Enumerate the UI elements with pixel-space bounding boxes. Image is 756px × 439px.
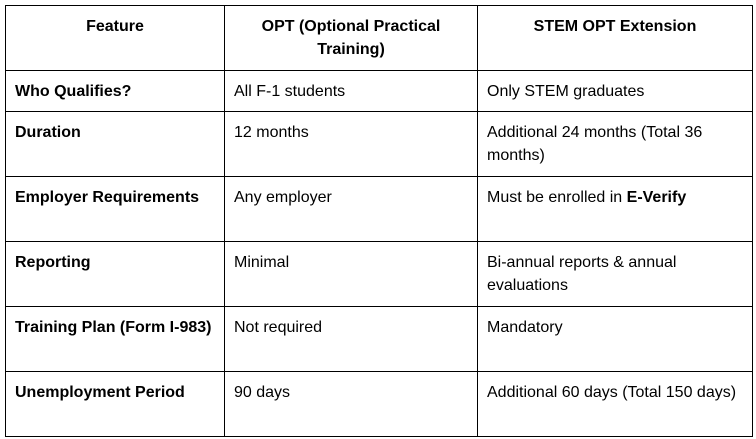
table-row (6, 71, 753, 112)
table-row (6, 307, 753, 372)
row-stem-value: Bi-annual reports & annual evaluations (478, 242, 753, 307)
table-row (6, 177, 753, 242)
row-opt-value: Minimal (225, 242, 478, 307)
row-stem-value (478, 177, 753, 242)
table-header-row (6, 6, 753, 71)
table-row (6, 372, 753, 437)
header-opt: OPT (Optional Practical Training) (225, 6, 478, 71)
row-feature-label: Reporting (6, 242, 225, 307)
row-stem-value: Mandatory (478, 307, 753, 372)
row-stem-value: Additional 60 days (Total 150 days) (478, 372, 753, 437)
row-opt-value: 12 months (225, 112, 478, 177)
header-feature: Feature (6, 6, 225, 71)
row-feature-label: Employer Requirements (6, 177, 225, 242)
row-opt-value: All F-1 students (225, 71, 478, 112)
row-feature-label: Duration (6, 112, 225, 177)
row-feature-label: Who Qualifies? (6, 71, 225, 112)
row-opt-value: 90 days (225, 372, 478, 437)
table-row (6, 112, 753, 177)
row-stem-value: Additional 24 months (Total 36 months) (478, 112, 753, 177)
e-verify-emphasis: E-Verify (626, 189, 687, 206)
row-feature-label: Training Plan (Form I-983) (6, 307, 225, 372)
row-opt-value: Not required (225, 307, 478, 372)
row-opt-value: Any employer (225, 177, 478, 242)
table-row (6, 242, 753, 307)
stem-value-text: Must be enrolled in (487, 189, 627, 206)
row-stem-value: Only STEM graduates (478, 71, 753, 112)
header-stem-opt: STEM OPT Extension (478, 6, 753, 71)
row-feature-label: Unemployment Period (6, 372, 225, 437)
comparison-table (5, 5, 753, 437)
